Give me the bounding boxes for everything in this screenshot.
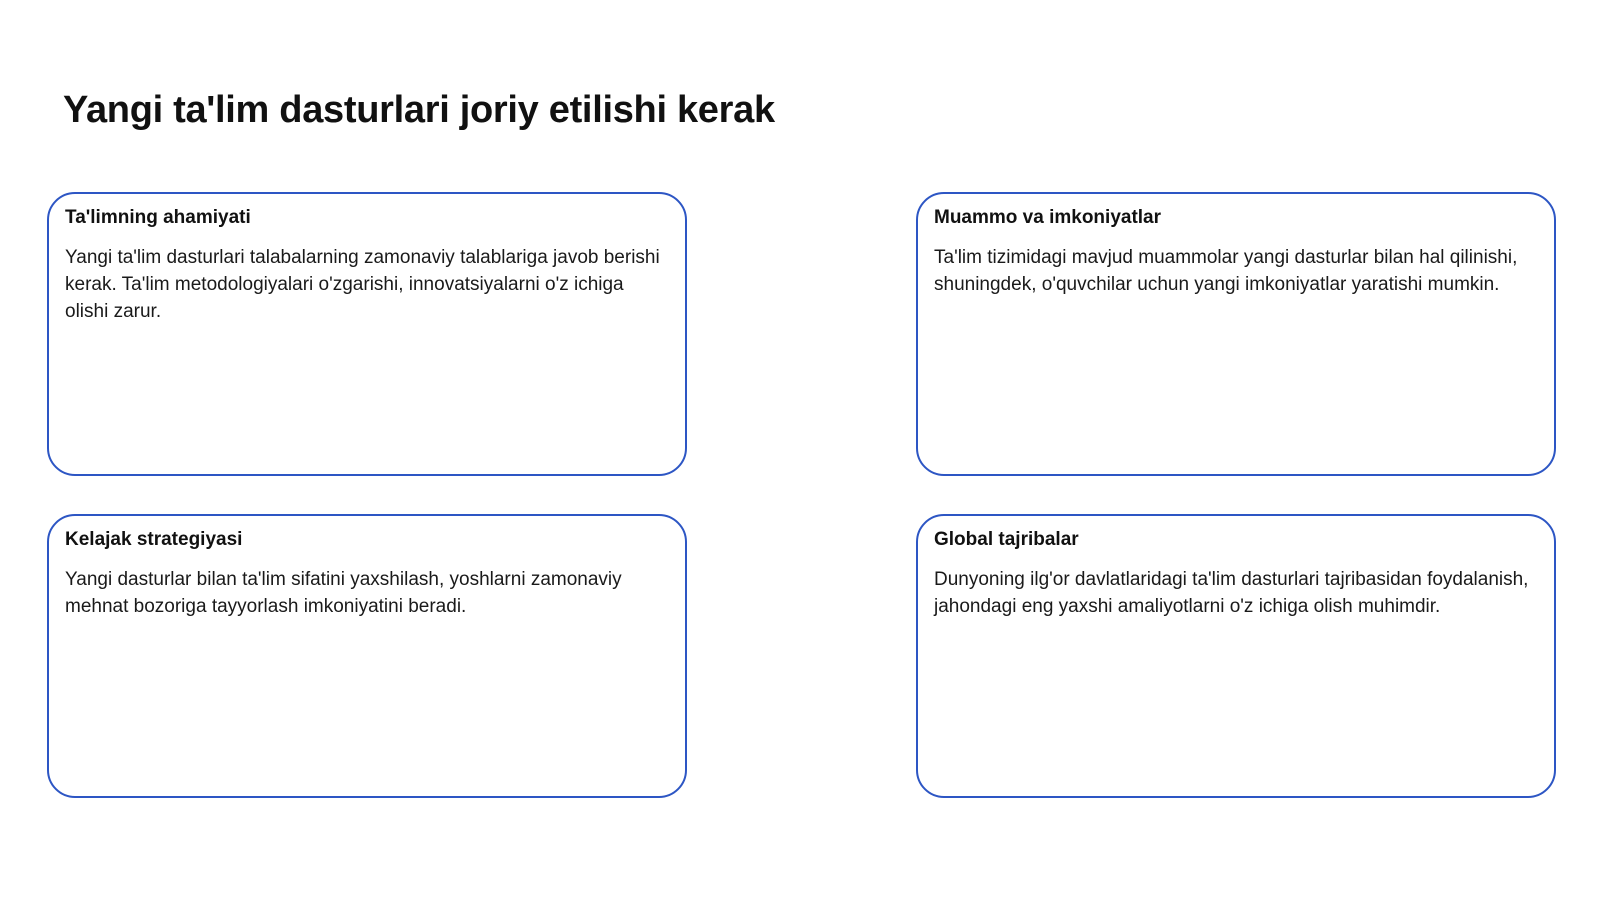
card-text: Ta'lim tizimidagi mavjud muammolar yangi dasturlar bilan hal qilinishi, shuningdek, o'quvchilar uchun yangi imkoniyatlar yaratishi mumkin. [934,246,1518,295]
card-muammo-va-imkoniyatlar [916,192,1556,476]
card-text: Yangi ta'lim dasturlari talabalarning zamonaviy talablariga javob berishi kerak. Ta'lim metodologiyalari o'zgarishi, innovatsiyalarni o'z ichiga olishi zarur. [65,246,660,322]
card-title: Muammo va imkoniyatlar [934,207,1162,228]
card-title: Global tajribalar [934,529,1079,550]
card-kelajak-strategiyasi [47,514,687,798]
card-text: Yangi dasturlar bilan ta'lim sifatini yaxshilash, yoshlarni zamonaviy mehnat bozoriga tayyorlash imkoniyatini beradi. [65,568,622,617]
card-talimning-ahamiyati [47,192,687,476]
card-global-tajribalar [916,514,1556,798]
card-title: Kelajak strategiyasi [65,529,243,550]
slide-title: Yangi ta'lim dasturlari joriy etilishi kerak [63,89,775,131]
card-text: Dunyoning ilg'or davlatlaridagi ta'lim dasturlari tajribasidan foydalanish, jahondagi eng yaxshi amaliyotlarni o'z ichiga olish muhimdir. [934,568,1529,617]
card-title: Ta'limning ahamiyati [65,207,251,228]
